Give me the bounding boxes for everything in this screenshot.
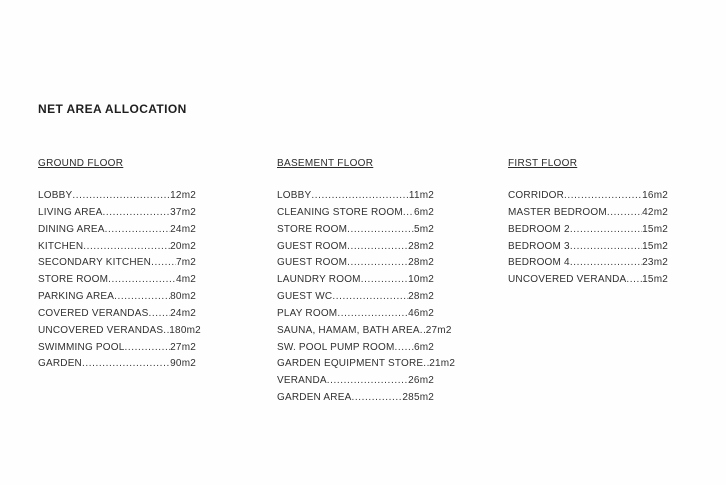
area-row <box>38 222 196 239</box>
room-label: GARDEN AREA <box>277 392 352 404</box>
room-label: GUEST WC <box>277 291 333 303</box>
area-row <box>38 188 196 205</box>
area-row <box>277 239 434 256</box>
area-row <box>38 255 196 272</box>
dot-leader <box>114 289 170 306</box>
dot-leader <box>403 205 414 222</box>
area-value: 10m2 <box>408 274 434 286</box>
area-value: 4m2 <box>175 274 196 286</box>
room-label: BEDROOM 2 <box>508 223 570 235</box>
area-row <box>277 205 434 222</box>
dot-leader <box>105 222 171 239</box>
area-row <box>508 239 668 256</box>
dot-leader <box>607 205 642 222</box>
room-label: CORRIDOR <box>508 190 565 201</box>
area-value: 20m2 <box>170 240 196 252</box>
dot-leader <box>327 373 408 390</box>
area-row <box>277 390 434 407</box>
area-value: 15m2 <box>642 223 668 235</box>
area-row <box>38 239 196 256</box>
area-row <box>38 340 196 357</box>
area-row <box>38 272 196 289</box>
room-label: MASTER BEDROOM <box>508 206 607 218</box>
area-row <box>277 356 456 373</box>
area-value: 24m2 <box>170 223 196 235</box>
dot-leader <box>570 239 642 256</box>
area-row <box>277 272 434 289</box>
area-value: 27m2 <box>170 341 196 353</box>
dot-leader <box>337 306 408 323</box>
area-value: 26m2 <box>408 375 434 387</box>
room-label: SAUNA, HAMAM, BATH AREA <box>277 324 420 336</box>
area-value: 180m2 <box>169 324 201 336</box>
area-row <box>38 205 196 222</box>
area-value: 80m2 <box>170 291 196 303</box>
room-label: STORE ROOM <box>277 223 348 235</box>
column-ground-floor <box>38 158 201 373</box>
area-row <box>38 323 201 340</box>
area-value: 15m2 <box>642 240 668 252</box>
room-label: GARDEN EQUIPMENT STORE <box>277 358 424 370</box>
room-label: SECONDARY KITCHEN <box>38 257 152 269</box>
dot-leader <box>570 255 642 272</box>
dot-leader <box>83 239 170 256</box>
room-label: LAUNDRY ROOM <box>277 274 361 286</box>
dot-leader <box>395 340 414 357</box>
dot-leader <box>564 188 642 205</box>
area-list-first-floor <box>508 188 668 289</box>
room-label: LIVING AREA <box>38 206 103 218</box>
dot-leader <box>82 356 170 373</box>
room-label: UNCOVERED VERANDAS <box>38 324 164 336</box>
area-row <box>38 289 196 306</box>
area-row <box>277 323 452 340</box>
dot-leader <box>570 222 642 239</box>
area-row <box>508 272 668 289</box>
dot-leader <box>148 306 170 323</box>
dot-leader <box>347 222 414 239</box>
dot-leader <box>108 272 176 289</box>
room-label: CLEANING STORE ROOM <box>277 206 403 218</box>
dot-leader <box>347 255 408 272</box>
dot-leader <box>125 340 171 357</box>
area-row <box>277 340 434 357</box>
room-label: BEDROOM 3 <box>508 240 570 252</box>
column-header-ground-floor: GROUND FLOOR <box>38 158 124 169</box>
room-label: PARKING AREA <box>38 291 115 303</box>
area-value: 6m2 <box>413 206 434 218</box>
room-label: DINING AREA <box>38 223 105 235</box>
area-row <box>277 373 434 390</box>
column-basement-floor <box>277 158 456 407</box>
area-value: 16m2 <box>642 190 668 201</box>
column-header-basement-floor: BASEMENT FLOOR <box>277 158 374 169</box>
area-value: 28m2 <box>408 257 434 269</box>
area-list-basement-floor <box>277 188 456 407</box>
dot-leader <box>311 188 409 205</box>
room-label: LOBBY <box>38 190 73 201</box>
area-row <box>277 222 434 239</box>
dot-leader <box>332 289 408 306</box>
area-row <box>277 289 434 306</box>
dot-leader <box>72 188 170 205</box>
area-row <box>277 188 434 205</box>
area-value: 46m2 <box>408 307 434 319</box>
area-value: 15m2 <box>642 274 668 286</box>
area-value: 90m2 <box>170 358 196 370</box>
area-value: 21m2 <box>429 358 456 370</box>
area-row <box>277 306 434 323</box>
area-value: 5m2 <box>413 223 434 235</box>
area-value: 23m2 <box>642 257 668 269</box>
area-row <box>38 306 196 323</box>
room-label: LOBBY <box>277 190 312 201</box>
area-row <box>508 188 668 205</box>
area-value: 285m2 <box>402 392 434 404</box>
dot-leader <box>351 390 402 407</box>
area-value: 11m2 <box>408 190 434 201</box>
dot-leader <box>102 205 170 222</box>
area-row <box>508 205 668 222</box>
room-label: GUEST ROOM <box>277 257 348 269</box>
room-label: GUEST ROOM <box>277 240 348 252</box>
area-list-ground-floor <box>38 188 201 373</box>
room-label: SWIMMING POOL <box>38 341 125 353</box>
area-value: 42m2 <box>642 206 668 218</box>
area-value: 37m2 <box>170 206 196 218</box>
room-label: UNCOVERED VERANDA <box>508 274 627 286</box>
room-label: VERANDA <box>277 375 327 387</box>
area-value: 28m2 <box>408 291 434 303</box>
column-header-first-floor: FIRST FLOOR <box>508 158 578 169</box>
area-value: 7m2 <box>175 257 196 269</box>
area-row <box>508 255 668 272</box>
area-value: 27m2 <box>425 324 452 336</box>
dot-leader <box>151 255 176 272</box>
area-value: 28m2 <box>408 240 434 252</box>
area-row <box>508 222 668 239</box>
room-label: COVERED VERANDAS <box>38 307 149 319</box>
room-label: GARDEN <box>38 358 82 370</box>
room-label: BEDROOM 4 <box>508 257 570 269</box>
area-value: 24m2 <box>170 307 196 319</box>
page-title: NET AREA ALLOCATION <box>38 102 187 116</box>
room-label: STORE ROOM <box>38 274 109 286</box>
area-row <box>38 356 196 373</box>
dot-leader <box>361 272 408 289</box>
dot-leader <box>626 272 642 289</box>
dot-leader <box>347 239 408 256</box>
column-first-floor <box>508 158 668 289</box>
room-label: KITCHEN <box>38 240 84 252</box>
area-value: 6m2 <box>413 341 434 353</box>
room-label: PLAY ROOM <box>277 307 338 319</box>
room-label: SW. POOL PUMP ROOM <box>277 341 395 353</box>
area-row <box>277 255 434 272</box>
area-value: 12m2 <box>170 190 196 201</box>
